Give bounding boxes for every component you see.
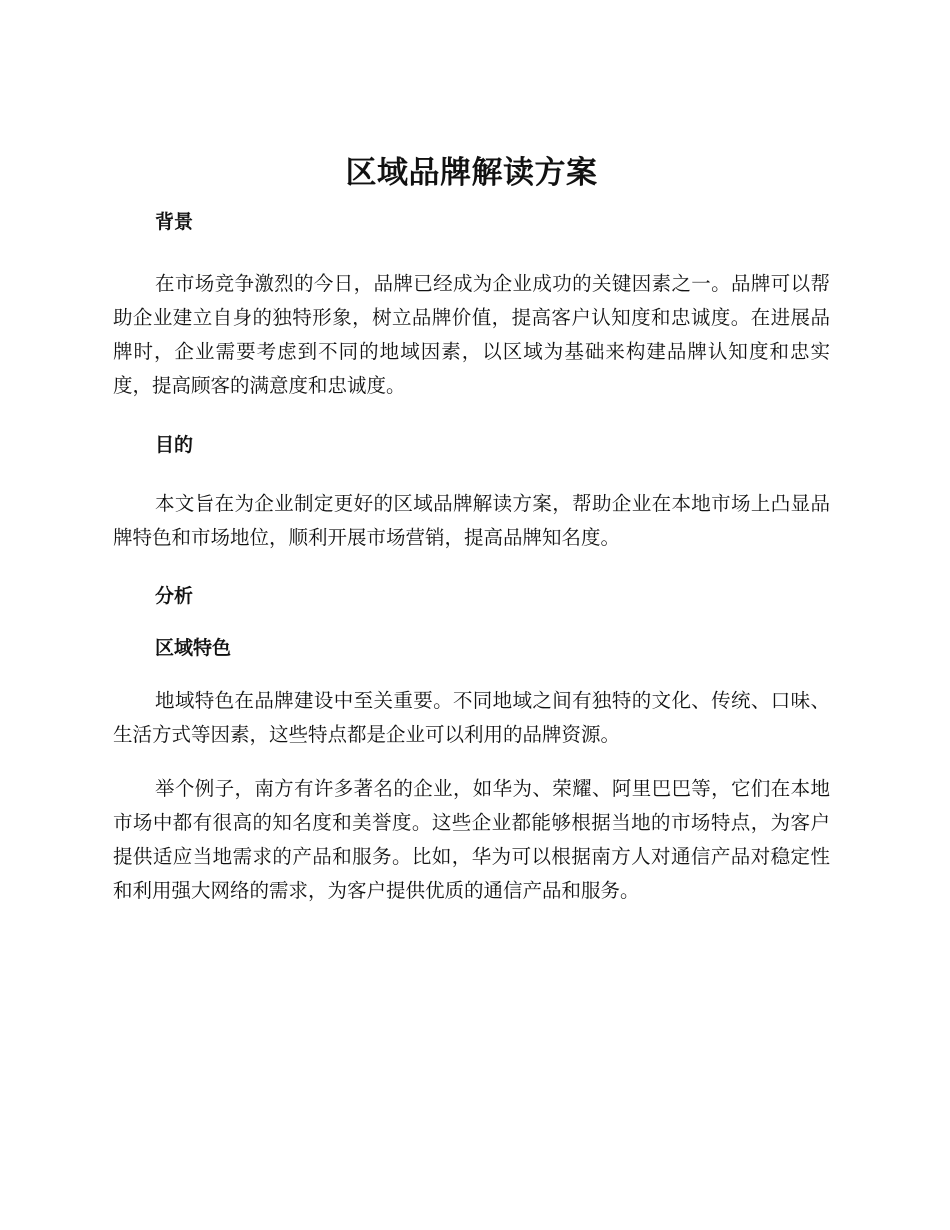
paragraph-regional-features-2: 举个例子，南方有许多著名的企业，如华为、荣耀、阿里巴巴等，它们在本地市场中都有很高的知名度和美誉度。这些企业都能够根据当地的市场特点，为客户提供适应当地需求的产品和服务。比如，华为可以根据南方人对通信产品对稳定性和利用强大网络的需求，为客户提供优质的通信产品和服务。 [113, 777, 830, 902]
document-page [113, 150, 830, 908]
paragraph-regional-features-1: 地域特色在品牌建设中至关重要。不同地域之间有独特的文化、传统、口味、生活方式等因素，这些特点都是企业可以利用的品牌资源。 [113, 689, 830, 746]
section-heading-analysis: 分析 [155, 585, 194, 607]
paragraph-purpose: 本文旨在为企业制定更好的区域品牌解读方案，帮助企业在本地市场上凸显品牌特色和市场地位，顺利开展市场营销，提高品牌知名度。 [113, 492, 830, 549]
paragraph-background: 在市场竞争激烈的今日，品牌已经成为企业成功的关键因素之一。品牌可以帮助企业建立自身的独特形象，树立品牌价值，提高客户认知度和忠诚度。在进展品牌时，企业需要考虑到不同的地域因素，以区域为基础来构建品牌认知度和忠实度，提高顾客的满意度和忠诚度。 [113, 272, 830, 397]
section-heading-purpose: 目的 [155, 434, 194, 456]
section-heading-background: 背景 [155, 211, 194, 233]
section-heading-regional-features: 区域特色 [155, 637, 232, 659]
document-title: 区域品牌解读方案 [345, 155, 598, 191]
